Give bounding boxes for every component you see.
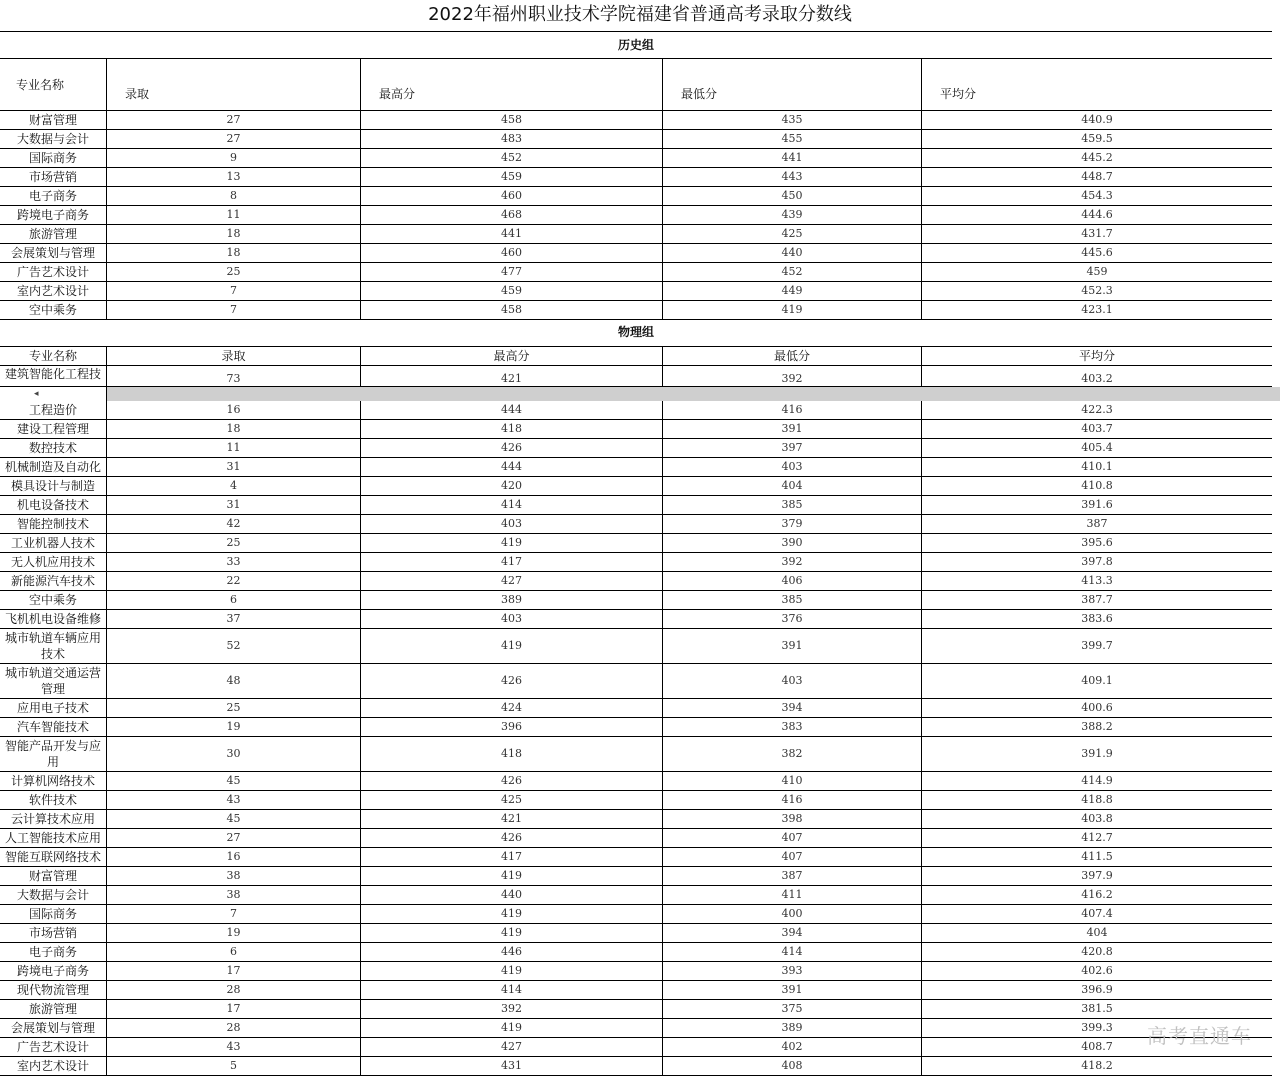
avg-score-cell: 399.3 (921, 1019, 1272, 1038)
major-cell: 市场营销 (0, 924, 106, 943)
major-cell: 工业机器人技术 (0, 534, 106, 553)
admitted-header: 录取 (106, 59, 360, 111)
min-score-cell: 391 (662, 981, 921, 1000)
min-score-cell: 441 (662, 149, 921, 168)
admitted-cell: 9 (106, 149, 360, 168)
avg-score-cell: 387 (921, 515, 1272, 534)
major-cell: 模具设计与制造 (0, 477, 106, 496)
min-score-cell: 376 (662, 610, 921, 629)
avg-score-cell: 397.8 (921, 553, 1272, 572)
admitted-cell: 7 (106, 282, 360, 301)
admitted-cell: 11 (106, 439, 360, 458)
min-score-cell: 416 (662, 401, 921, 420)
admitted-cell: 27 (106, 111, 360, 130)
min-score-cell: 411 (662, 886, 921, 905)
max-score-cell: 417 (360, 553, 662, 572)
major-cell: 人工智能技术应用 (0, 829, 106, 848)
max-score-cell: 440 (360, 886, 662, 905)
major-cell: 广告艺术设计 (0, 1038, 106, 1057)
major-cell: 城市轨道车辆应用技术 (0, 629, 106, 664)
scroll-left-arrow-icon[interactable]: ◂ (34, 389, 39, 399)
major-cell: 大数据与会计 (0, 130, 106, 149)
min-score-cell: 398 (662, 810, 921, 829)
min-score-header: 最低分 (662, 59, 921, 111)
min-score-cell: 385 (662, 591, 921, 610)
admitted-cell: 6 (106, 943, 360, 962)
max-score-cell: 444 (360, 458, 662, 477)
avg-score-header: 平均分 (921, 347, 1272, 366)
max-score-cell: 427 (360, 572, 662, 591)
admitted-header: 录取 (106, 347, 360, 366)
major-cell: 计算机网络技术 (0, 772, 106, 791)
admitted-cell: 38 (106, 867, 360, 886)
major-cell: 旅游管理 (0, 225, 106, 244)
avg-score-cell: 409.1 (921, 664, 1272, 699)
avg-score-cell: 388.2 (921, 718, 1272, 737)
min-score-cell: 449 (662, 282, 921, 301)
avg-score-cell: 403.8 (921, 810, 1272, 829)
avg-score-cell: 448.7 (921, 168, 1272, 187)
admitted-cell: 16 (106, 848, 360, 867)
admitted-cell: 22 (106, 572, 360, 591)
physics-section-label: 物理组 (617, 325, 654, 339)
major-cell: 室内艺术设计 (0, 1057, 106, 1076)
scrollbar-left-region[interactable] (0, 387, 107, 401)
max-score-header: 最高分 (360, 59, 662, 111)
major-cell: 新能源汽车技术 (0, 572, 106, 591)
min-score-cell: 379 (662, 515, 921, 534)
min-score-cell: 404 (662, 477, 921, 496)
admitted-cell: 28 (106, 1019, 360, 1038)
max-score-cell: 458 (360, 111, 662, 130)
avg-score-cell: 418.8 (921, 791, 1272, 810)
avg-score-cell: 445.2 (921, 149, 1272, 168)
max-score-cell: 419 (360, 867, 662, 886)
admitted-cell: 18 (106, 244, 360, 263)
min-score-cell: 408 (662, 1057, 921, 1076)
min-score-cell: 385 (662, 496, 921, 515)
horizontal-scrollbar[interactable] (0, 387, 1280, 401)
max-score-cell: 419 (360, 629, 662, 664)
admitted-cell: 18 (106, 225, 360, 244)
major-cell: 市场营销 (0, 168, 106, 187)
avg-score-cell: 383.6 (921, 610, 1272, 629)
min-score-cell: 394 (662, 924, 921, 943)
max-score-cell: 419 (360, 1019, 662, 1038)
min-score-cell: 450 (662, 187, 921, 206)
min-score-cell: 440 (662, 244, 921, 263)
min-score-cell: 387 (662, 867, 921, 886)
max-score-cell: 418 (360, 420, 662, 439)
admitted-cell: 28 (106, 981, 360, 1000)
avg-score-cell: 416.2 (921, 886, 1272, 905)
max-score-cell: 419 (360, 905, 662, 924)
major-cell: 室内艺术设计 (0, 282, 106, 301)
admitted-cell: 6 (106, 591, 360, 610)
min-score-cell: 407 (662, 829, 921, 848)
min-score-cell: 389 (662, 1019, 921, 1038)
history-table (0, 111, 1272, 320)
page-title: 2022年福州职业技术学院福建省普通高考录取分数线 (428, 4, 852, 25)
avg-score-cell: 403.2 (921, 366, 1272, 387)
max-score-cell: 477 (360, 263, 662, 282)
avg-score-cell: 408.7 (921, 1038, 1272, 1057)
major-header: 专业名称 (0, 59, 106, 111)
min-score-cell: 425 (662, 225, 921, 244)
admitted-cell: 33 (106, 553, 360, 572)
history-header-row (0, 58, 1272, 111)
admitted-cell: 4 (106, 477, 360, 496)
avg-score-cell: 418.2 (921, 1057, 1272, 1076)
admitted-cell: 7 (106, 905, 360, 924)
physics-header-row (0, 346, 1272, 366)
major-cell: 云计算技术应用 (0, 810, 106, 829)
max-score-cell: 414 (360, 981, 662, 1000)
min-score-cell: 403 (662, 664, 921, 699)
admitted-cell: 11 (106, 206, 360, 225)
max-score-cell: 403 (360, 610, 662, 629)
max-score-cell: 420 (360, 477, 662, 496)
major-cell: 应用电子技术 (0, 699, 106, 718)
physics-table (0, 401, 1272, 1076)
avg-score-cell: 410.1 (921, 458, 1272, 477)
major-cell: 空中乘务 (0, 591, 106, 610)
admitted-cell: 31 (106, 496, 360, 515)
admitted-cell: 17 (106, 1000, 360, 1019)
min-score-cell: 390 (662, 534, 921, 553)
admitted-cell: 30 (106, 737, 360, 772)
min-score-cell: 419 (662, 301, 921, 320)
min-score-cell: 439 (662, 206, 921, 225)
admitted-cell: 25 (106, 699, 360, 718)
major-cell: 城市轨道交通运营管理 (0, 664, 106, 699)
major-cell: 智能控制技术 (0, 515, 106, 534)
max-score-cell: 459 (360, 282, 662, 301)
min-score-cell: 414 (662, 943, 921, 962)
avg-score-cell: 405.4 (921, 439, 1272, 458)
major-cell: 跨境电子商务 (0, 206, 106, 225)
min-score-cell: 416 (662, 791, 921, 810)
avg-score-cell: 413.3 (921, 572, 1272, 591)
admitted-cell: 43 (106, 1038, 360, 1057)
avg-score-cell: 399.7 (921, 629, 1272, 664)
major-cell: 现代物流管理 (0, 981, 106, 1000)
avg-score-cell: 414.9 (921, 772, 1272, 791)
max-score-header: 最高分 (360, 347, 662, 366)
max-score-cell: 426 (360, 664, 662, 699)
avg-score-cell: 396.9 (921, 981, 1272, 1000)
physics-first-row (0, 366, 1272, 387)
max-score-cell: 483 (360, 130, 662, 149)
major-cell: 广告艺术设计 (0, 263, 106, 282)
min-score-cell: 392 (662, 366, 921, 387)
admitted-cell: 8 (106, 187, 360, 206)
major-cell: 国际商务 (0, 905, 106, 924)
admitted-cell: 73 (106, 366, 360, 387)
avg-score-cell: 387.7 (921, 591, 1272, 610)
avg-score-cell: 412.7 (921, 829, 1272, 848)
major-cell: 大数据与会计 (0, 886, 106, 905)
admitted-cell: 43 (106, 791, 360, 810)
major-cell: 软件技术 (0, 791, 106, 810)
admitted-cell: 18 (106, 420, 360, 439)
min-score-cell: 382 (662, 737, 921, 772)
min-score-cell: 455 (662, 130, 921, 149)
min-score-cell: 406 (662, 572, 921, 591)
avg-score-cell: 452.3 (921, 282, 1272, 301)
major-cell: 会展策划与管理 (0, 1019, 106, 1038)
major-cell: 智能产品开发与应用 (0, 737, 106, 772)
avg-score-cell: 459.5 (921, 130, 1272, 149)
avg-score-cell: 402.6 (921, 962, 1272, 981)
max-score-cell: 424 (360, 699, 662, 718)
admitted-cell: 37 (106, 610, 360, 629)
major-cell: 建设工程管理 (0, 420, 106, 439)
min-score-cell: 452 (662, 263, 921, 282)
avg-score-cell: 445.6 (921, 244, 1272, 263)
history-section-label: 历史组 (0, 31, 1272, 59)
avg-score-cell: 391.6 (921, 496, 1272, 515)
avg-score-cell: 422.3 (921, 401, 1272, 420)
major-cell: 建筑智能化工程技 (0, 366, 106, 387)
max-score-cell: 426 (360, 439, 662, 458)
avg-score-cell: 444.6 (921, 206, 1272, 225)
admitted-cell: 25 (106, 534, 360, 553)
max-score-cell: 421 (360, 810, 662, 829)
avg-score-cell: 404 (921, 924, 1272, 943)
avg-score-cell: 395.6 (921, 534, 1272, 553)
min-score-cell: 391 (662, 629, 921, 664)
max-score-cell: 418 (360, 737, 662, 772)
min-score-cell: 392 (662, 553, 921, 572)
min-score-cell: 402 (662, 1038, 921, 1057)
avg-score-cell: 391.9 (921, 737, 1272, 772)
avg-score-header: 平均分 (921, 59, 1272, 111)
min-score-cell: 443 (662, 168, 921, 187)
admitted-cell: 13 (106, 168, 360, 187)
min-score-cell: 393 (662, 962, 921, 981)
min-score-cell: 383 (662, 718, 921, 737)
avg-score-cell: 411.5 (921, 848, 1272, 867)
major-cell: 旅游管理 (0, 1000, 106, 1019)
avg-score-cell: 397.9 (921, 867, 1272, 886)
max-score-cell: 446 (360, 943, 662, 962)
max-score-cell: 460 (360, 244, 662, 263)
max-score-cell: 468 (360, 206, 662, 225)
major-cell: 机电设备技术 (0, 496, 106, 515)
major-cell: 电子商务 (0, 943, 106, 962)
min-score-cell: 375 (662, 1000, 921, 1019)
min-score-cell: 435 (662, 111, 921, 130)
admitted-cell: 16 (106, 401, 360, 420)
max-score-cell: 414 (360, 496, 662, 515)
avg-score-cell: 454.3 (921, 187, 1272, 206)
major-header: 专业名称 (0, 347, 106, 366)
admitted-cell: 27 (106, 130, 360, 149)
avg-score-cell: 420.8 (921, 943, 1272, 962)
major-cell: 无人机应用技术 (0, 553, 106, 572)
max-score-cell: 392 (360, 1000, 662, 1019)
major-cell: 智能互联网络技术 (0, 848, 106, 867)
admitted-cell: 31 (106, 458, 360, 477)
min-score-header: 最低分 (662, 347, 921, 366)
max-score-cell: 459 (360, 168, 662, 187)
avg-score-cell: 459 (921, 263, 1272, 282)
admitted-cell: 19 (106, 718, 360, 737)
watermark: 高考直通车 (1147, 1024, 1252, 1048)
major-cell: 工程造价 (0, 401, 106, 420)
admitted-cell: 42 (106, 515, 360, 534)
avg-score-cell: 381.5 (921, 1000, 1272, 1019)
avg-score-cell: 431.7 (921, 225, 1272, 244)
min-score-cell: 391 (662, 420, 921, 439)
max-score-cell: 396 (360, 718, 662, 737)
max-score-cell: 452 (360, 149, 662, 168)
admitted-cell: 48 (106, 664, 360, 699)
max-score-cell: 426 (360, 772, 662, 791)
major-cell: 电子商务 (0, 187, 106, 206)
major-cell: 财富管理 (0, 867, 106, 886)
max-score-cell: 419 (360, 962, 662, 981)
min-score-cell: 394 (662, 699, 921, 718)
max-score-cell: 425 (360, 791, 662, 810)
avg-score-cell: 423.1 (921, 301, 1272, 320)
min-score-cell: 407 (662, 848, 921, 867)
major-cell: 跨境电子商务 (0, 962, 106, 981)
max-score-cell: 421 (360, 366, 662, 387)
avg-score-cell: 440.9 (921, 111, 1272, 130)
max-score-cell: 460 (360, 187, 662, 206)
major-cell: 汽车智能技术 (0, 718, 106, 737)
avg-score-cell: 403.7 (921, 420, 1272, 439)
avg-score-cell: 400.6 (921, 699, 1272, 718)
max-score-cell: 426 (360, 829, 662, 848)
admitted-cell: 38 (106, 886, 360, 905)
major-cell: 空中乘务 (0, 301, 106, 320)
max-score-cell: 441 (360, 225, 662, 244)
major-cell: 国际商务 (0, 149, 106, 168)
admitted-cell: 19 (106, 924, 360, 943)
max-score-cell: 458 (360, 301, 662, 320)
major-cell: 财富管理 (0, 111, 106, 130)
max-score-cell: 444 (360, 401, 662, 420)
major-cell: 会展策划与管理 (0, 244, 106, 263)
admitted-cell: 45 (106, 772, 360, 791)
min-score-cell: 403 (662, 458, 921, 477)
major-cell: 数控技术 (0, 439, 106, 458)
admitted-cell: 17 (106, 962, 360, 981)
max-score-cell: 419 (360, 924, 662, 943)
max-score-cell: 389 (360, 591, 662, 610)
admitted-cell: 52 (106, 629, 360, 664)
max-score-cell: 427 (360, 1038, 662, 1057)
min-score-cell: 400 (662, 905, 921, 924)
max-score-cell: 431 (360, 1057, 662, 1076)
avg-score-cell: 410.8 (921, 477, 1272, 496)
admitted-cell: 45 (106, 810, 360, 829)
max-score-cell: 417 (360, 848, 662, 867)
admitted-cell: 25 (106, 263, 360, 282)
admitted-cell: 5 (106, 1057, 360, 1076)
major-cell: 机械制造及自动化 (0, 458, 106, 477)
admitted-cell: 27 (106, 829, 360, 848)
min-score-cell: 397 (662, 439, 921, 458)
admitted-cell: 7 (106, 301, 360, 320)
major-cell: 飞机机电设备维修 (0, 610, 106, 629)
max-score-cell: 419 (360, 534, 662, 553)
avg-score-cell: 407.4 (921, 905, 1272, 924)
min-score-cell: 410 (662, 772, 921, 791)
max-score-cell: 403 (360, 515, 662, 534)
